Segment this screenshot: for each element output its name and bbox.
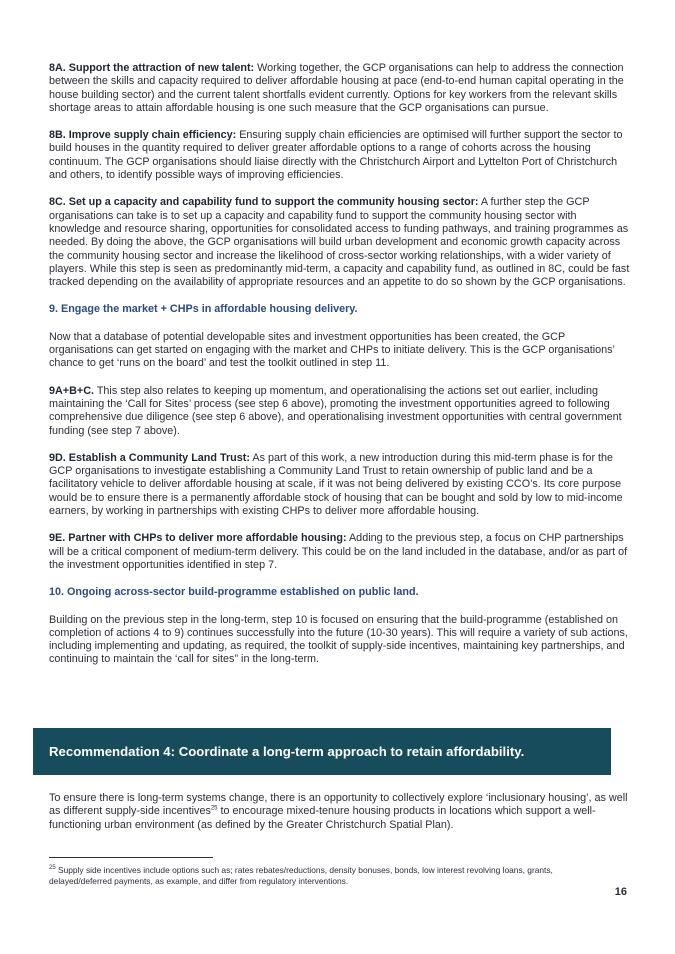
paragraph-9d bbox=[49, 452, 631, 518]
text-9abc: This step also relates to keeping up momentum, and operationalising the actions set out earlier, including maintaining the ‘Call for Sites’ process (see step 6 above), promoting the investment opportunities agreed to following comprehensive due diligence (see step 6 above), and operationalising investment opportunities with central government funding (see step 7 above). bbox=[49, 384, 622, 437]
paragraph-9e bbox=[49, 532, 631, 572]
heading-8c: 8C. Set up a capacity and capability fund to support the community housing sector: bbox=[49, 196, 479, 209]
footnote-reference[interactable]: 25 bbox=[210, 805, 218, 812]
footnote bbox=[49, 865, 609, 887]
recommendation-title: Recommendation 4: Coordinate a long-term approach to retain affordability. bbox=[49, 744, 525, 759]
step-9-intro: Now that a database of potential developable sites and investment opportunities has been created, the GCP organisations can get started on engaging with the market and CHPs to initiate delivery. This is the GCP organisations’ chance to get ‘runs on the board’ and test the toolkit outlined in step 11. bbox=[49, 330, 615, 370]
text-8b: Ensuring supply chain efficiencies are optimised will further support the sector to build houses in the quantity required to deliver greater affordable options to a range of cohorts across the housing continuum. The GCP organisations should liaise directly with the Christchurch Airport and Lyttelton Port of Christchurch and others, to identify possible ways of improving efficiencies. bbox=[49, 129, 623, 182]
footnote-marker: 25 bbox=[49, 865, 56, 872]
recommendation-text-after: to encourage mixed-tenure housing products in locations which support a well-functioning urban environment (as defined by the Greater Christchurch Spatial Plan). bbox=[49, 805, 596, 831]
text-9d: As part of this work, a new introduction during this mid-term phase is for the GCP organisations to investigate establishing a Community Land Trust to retain ownership of public land and be a facilitatory vehicle to deliver affordable housing at scale, if it was not being delivered by existing CCO’s. Its core purpose would be to ensure there is a permanently affordable stock of housing that can be bought and sold by low to mid-income earners, by working in partnerships with existing CHPs to deliver more affordable housing. bbox=[49, 451, 623, 518]
heading-8a: 8A. Support the attraction of new talent: bbox=[49, 62, 255, 74]
heading-9abc: 9A+B+C. bbox=[49, 384, 95, 397]
heading-8b: 8B. Improve supply chain efficiency: bbox=[49, 129, 237, 142]
recommendation-banner bbox=[33, 728, 611, 775]
page-number: 16 bbox=[614, 886, 627, 898]
step-10-intro: Building on the previous step in the long-term, step 10 is focused on ensuring that the build-programme (established on completion of actions 4 to 9) continues successfully into the future (10-30 years). This will require a variety of sub actions, including implementing and updating, as required, the toolkit of supply-side incentives, maintaining key partnerships, and continuing to maintain the ‘call for sites” in the long-term. bbox=[49, 613, 628, 666]
paragraph-8b bbox=[49, 129, 631, 182]
heading-9d: 9D. Establish a Community Land Trust: bbox=[49, 451, 250, 464]
footnote-divider bbox=[49, 857, 213, 858]
recommendation-text-before: To ensure there is long-term systems change, there is an opportunity to collectively explore ‘inclusionary housing’, as well as different supply-side incentives bbox=[49, 792, 628, 818]
text-8a: Working together, the GCP organisations can help to address the connection between the skills and capacity required to deliver affordable housing at pace (end-to-end human capital operating in the house building sector) and the current talent shortfalls evident currently. Options for key workers from the relevant skills shortage areas to attain affordable housing is one such measure that the GCP organisations can pursue. bbox=[49, 62, 624, 114]
text-9e: Adding to the previous step, a focus on CHP partnerships will be a critical component of medium-term delivery. This could be on the land included in the database, and/or as part of the investment opportunities identified in step 7. bbox=[49, 532, 628, 571]
text-8c: A further step the GCP organisations can take is to set up a capacity and capability fund to support the community housing sector with knowledge and resource sharing, opportunities for consolidated access to funding pathways, and training programmes as needed. By doing the above, the GCP organisations will build urban development and economic growth capacity across the community housing sector and increase the likelihood of cross-sector working relationships, with a wider variety of players. While this step is seen as predominantly mid-term, a capacity and capability fund, as outlined in 8C, could be fast tracked depending on the availability of appropriate resources and an appetite to do so shown by the GCP organisations. bbox=[49, 196, 630, 289]
footnote-text: Supply side incentives include options such as; rates rebates/reductions, density bonuses, bonds, low interest revolving loans, grants, delayed/deferred payments, as example, and differ from regulatory interventions. bbox=[49, 865, 553, 886]
heading-9e: 9E. Partner with CHPs to deliver more affordable housing: bbox=[49, 532, 347, 545]
recommendation-body bbox=[49, 792, 631, 832]
paragraph-8c bbox=[49, 196, 631, 289]
step-9-heading: 9. Engage the market + CHPs in affordable housing delivery. bbox=[49, 303, 358, 316]
recommendation-paragraph bbox=[49, 792, 631, 832]
paragraph-8a bbox=[49, 62, 631, 115]
step-10-heading: 10. Ongoing across-sector build-programme established on public land. bbox=[49, 586, 419, 599]
page-body bbox=[49, 62, 631, 681]
paragraph-9abc bbox=[49, 385, 631, 438]
